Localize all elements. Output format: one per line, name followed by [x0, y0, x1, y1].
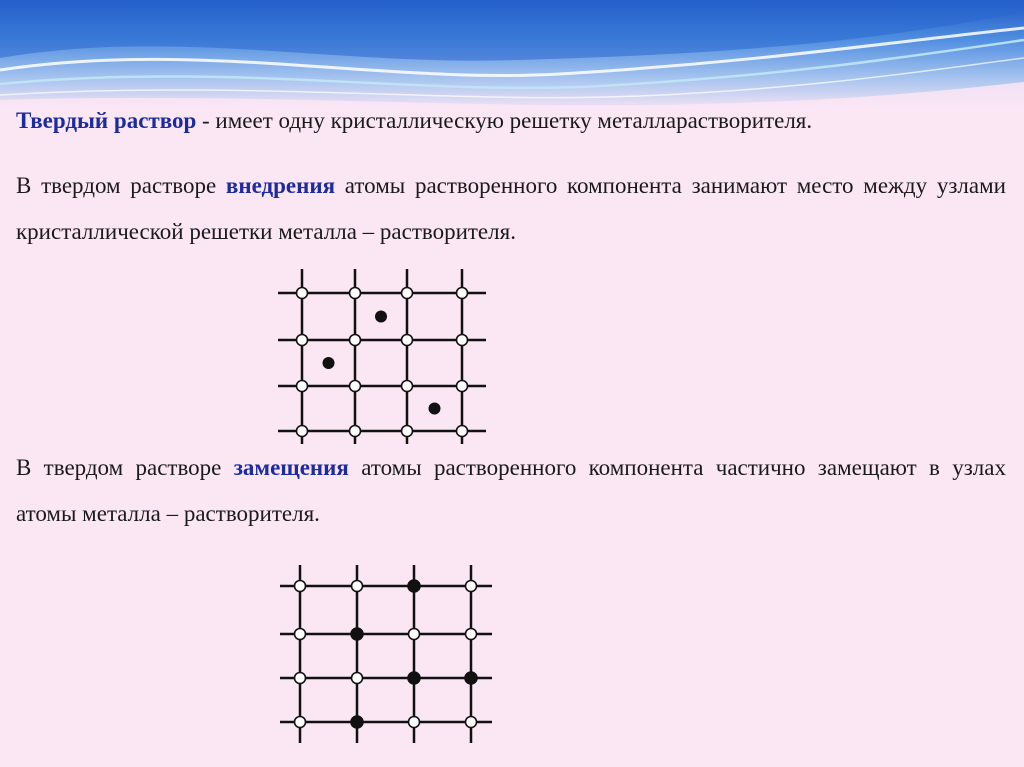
host-atom-node: [295, 629, 306, 640]
interstitial-solution-paragraph: [16, 163, 1006, 255]
term-solid-solution: Твердый раствор: [16, 108, 197, 133]
paragraph-prefix: В твердом растворе: [16, 455, 234, 480]
host-atom-node: [297, 335, 308, 346]
solute-atom-at-node: [351, 628, 363, 640]
host-atom-node: [295, 673, 306, 684]
solute-atom-at-node: [408, 580, 420, 592]
host-atom-node: [295, 717, 306, 728]
decorative-wave-header: [0, 0, 1024, 112]
host-atom-node: [457, 381, 468, 392]
host-atom-node: [350, 381, 361, 392]
solute-atom-at-node: [408, 672, 420, 684]
host-atom-node: [350, 426, 361, 437]
host-atom-node: [402, 426, 413, 437]
host-atom-node: [297, 288, 308, 299]
host-atom-node: [352, 673, 363, 684]
host-atom-node: [466, 717, 477, 728]
host-atom-node: [466, 581, 477, 592]
host-atom-node: [402, 335, 413, 346]
solid-solution-definition: [16, 103, 1006, 139]
paragraph-text: атомы растворенного компонента занимают место между узлами кристаллической решетки металла – растворителя.: [16, 173, 1006, 244]
host-atom-node: [402, 381, 413, 392]
host-atom-node: [409, 717, 420, 728]
interstitial-solute-atom: [323, 357, 335, 369]
host-atom-node: [457, 335, 468, 346]
interstitial-lattice-diagram: [276, 254, 494, 444]
host-atom-node: [350, 335, 361, 346]
solute-atom-at-node: [465, 672, 477, 684]
host-atom-node: [457, 288, 468, 299]
host-atom-node: [466, 629, 477, 640]
term-interstitial: внедрения: [225, 173, 336, 198]
host-atom-node: [350, 288, 361, 299]
host-atom-node: [352, 581, 363, 592]
solute-atom-at-node: [351, 716, 363, 728]
host-atom-node: [402, 288, 413, 299]
host-atom-node: [457, 426, 468, 437]
interstitial-solute-atom: [429, 403, 441, 415]
host-atom-node: [409, 629, 420, 640]
paragraph-text: атомы растворенного компонента частично замещают в узлах атомы металла – растворителя.: [16, 455, 1006, 526]
substitutional-lattice-diagram: [280, 564, 492, 764]
definition-text: - имеет одну кристаллическую решетку металларастворителя.: [196, 108, 813, 133]
host-atom-node: [297, 381, 308, 392]
interstitial-solute-atom: [375, 311, 387, 323]
host-atom-node: [297, 426, 308, 437]
paragraph-prefix: В твердом растворе: [16, 173, 226, 198]
term-substitutional: замещения: [233, 455, 349, 480]
host-atom-node: [295, 581, 306, 592]
substitutional-solution-paragraph: [16, 445, 1006, 537]
